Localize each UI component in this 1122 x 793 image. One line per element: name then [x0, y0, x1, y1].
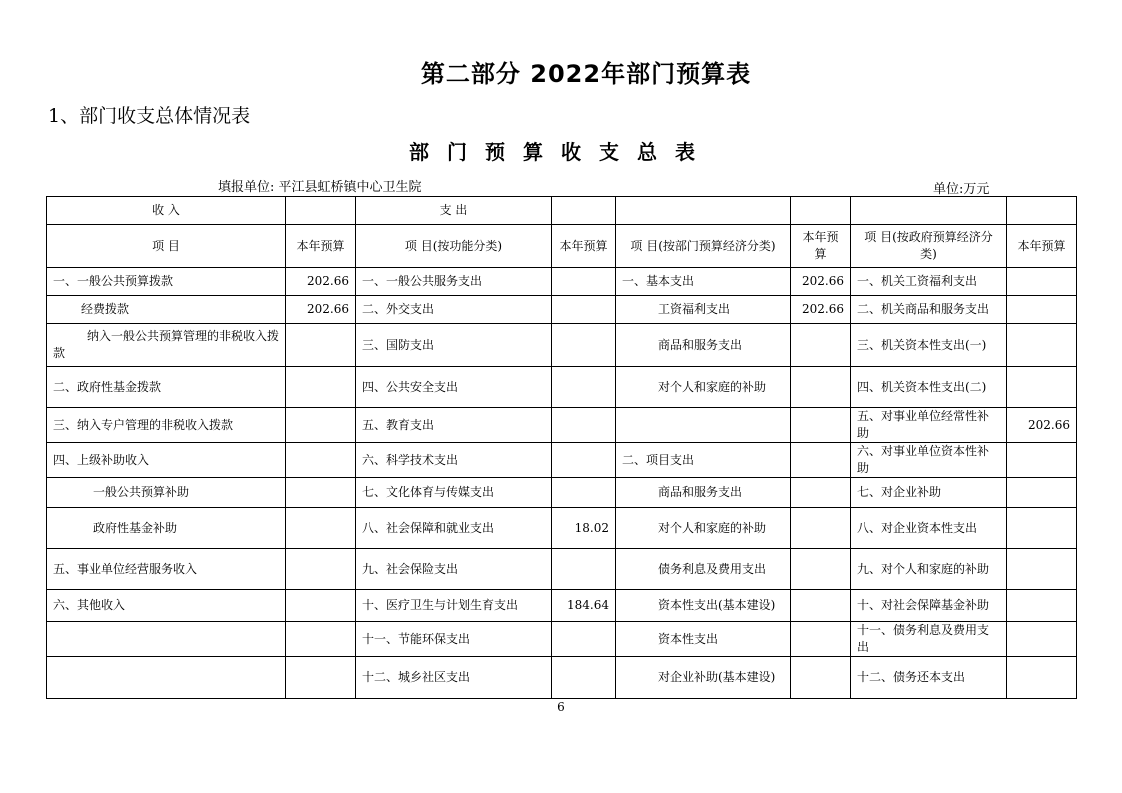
gov-econ-item: 六、对事业单位资本性补助 — [851, 443, 1007, 478]
income-budget — [286, 549, 356, 590]
filling-unit: 填报单位: 平江县虹桥镇中心卫生院 — [218, 180, 422, 195]
gov-econ-item: 七、对企业补助 — [851, 478, 1007, 508]
income-budget — [286, 478, 356, 508]
table-row — [47, 508, 1077, 549]
expense-header: 支 出 — [356, 197, 552, 225]
function-budget — [552, 268, 616, 296]
function-budget — [552, 657, 616, 699]
dept-econ-budget — [791, 590, 851, 622]
dept-econ-budget — [791, 508, 851, 549]
header-row-2 — [47, 225, 1077, 268]
dept-econ-item — [616, 408, 791, 443]
header-empty-cell — [286, 197, 356, 225]
gov-econ-budget — [1007, 549, 1077, 590]
dept-econ-budget — [791, 549, 851, 590]
function-budget — [552, 443, 616, 478]
dept-econ-item: 资本性支出(基本建设) — [616, 590, 791, 622]
income-item: 政府性基金补助 — [47, 508, 286, 549]
table-title: 部门预算收支总表 — [409, 140, 713, 164]
dept-econ-item: 对个人和家庭的补助 — [616, 508, 791, 549]
income-budget — [286, 622, 356, 657]
function-budget — [552, 296, 616, 324]
function-item: 六、科学技术支出 — [356, 443, 552, 478]
part-title: 第二部分 2022年部门预算表 — [420, 60, 752, 88]
gov-econ-budget — [1007, 508, 1077, 549]
income-budget — [286, 657, 356, 699]
budget-summary-table — [46, 196, 1077, 699]
income-budget — [286, 408, 356, 443]
income-budget — [286, 367, 356, 408]
income-budget-header: 本年预算 — [286, 225, 356, 268]
income-item: 一、一般公共预算拨款 — [47, 268, 286, 296]
income-budget — [286, 508, 356, 549]
table-row — [47, 296, 1077, 324]
dept-econ-item: 商品和服务支出 — [616, 324, 791, 367]
function-item: 五、教育支出 — [356, 408, 552, 443]
dept-econ-item: 资本性支出 — [616, 622, 791, 657]
function-item: 二、外交支出 — [356, 296, 552, 324]
income-budget — [286, 443, 356, 478]
dept-econ-item: 商品和服务支出 — [616, 478, 791, 508]
income-item-header: 项 目 — [47, 225, 286, 268]
dept-econ-budget: 202.66 — [791, 268, 851, 296]
gov-econ-budget — [1007, 622, 1077, 657]
dept-econ-budget — [791, 478, 851, 508]
gov-econ-budget — [1007, 657, 1077, 699]
gov-econ-item: 九、对个人和家庭的补助 — [851, 549, 1007, 590]
gov-econ-budget — [1007, 324, 1077, 367]
dept-econ-budget — [791, 443, 851, 478]
table-row — [47, 590, 1077, 622]
dept-econ-budget — [791, 622, 851, 657]
gov-econ-budget — [1007, 443, 1077, 478]
function-item: 三、国防支出 — [356, 324, 552, 367]
gov-econ-item: 四、机关资本性支出(二) — [851, 367, 1007, 408]
dept-econ-item: 工资福利支出 — [616, 296, 791, 324]
income-item: 二、政府性基金拨款 — [47, 367, 286, 408]
income-budget — [286, 590, 356, 622]
income-item: 经费拨款 — [47, 296, 286, 324]
header-row-1 — [47, 197, 1077, 225]
income-header: 收 入 — [47, 197, 286, 225]
dept-econ-item-header: 项 目(按部门预算经济分类) — [616, 225, 791, 268]
header-empty-cell — [616, 197, 791, 225]
dept-econ-budget-header: 本年预算 — [791, 225, 851, 268]
table-row — [47, 324, 1077, 367]
income-item — [47, 622, 286, 657]
gov-econ-budget — [1007, 296, 1077, 324]
dept-econ-item: 债务利息及费用支出 — [616, 549, 791, 590]
page-number: 6 — [557, 700, 565, 714]
income-item: 六、其他收入 — [47, 590, 286, 622]
function-item: 八、社会保障和就业支出 — [356, 508, 552, 549]
dept-econ-budget — [791, 408, 851, 443]
gov-econ-item: 十一、债务利息及费用支出 — [851, 622, 1007, 657]
header-empty-cell — [851, 197, 1007, 225]
dept-econ-item: 对个人和家庭的补助 — [616, 367, 791, 408]
income-budget: 202.66 — [286, 268, 356, 296]
dept-econ-item: 一、基本支出 — [616, 268, 791, 296]
function-budget: 184.64 — [552, 590, 616, 622]
header-empty-cell — [552, 197, 616, 225]
gov-econ-budget — [1007, 478, 1077, 508]
function-budget — [552, 478, 616, 508]
dept-econ-item: 对企业补助(基本建设) — [616, 657, 791, 699]
table-row — [47, 268, 1077, 296]
function-item: 四、公共安全支出 — [356, 367, 552, 408]
income-item — [47, 657, 286, 699]
gov-econ-budget: 202.66 — [1007, 408, 1077, 443]
function-budget — [552, 367, 616, 408]
dept-econ-budget — [791, 657, 851, 699]
income-item: 四、上级补助收入 — [47, 443, 286, 478]
function-item-header: 项 目(按功能分类) — [356, 225, 552, 268]
dept-econ-budget — [791, 324, 851, 367]
income-item: 一般公共预算补助 — [47, 478, 286, 508]
dept-econ-budget: 202.66 — [791, 296, 851, 324]
function-budget-header: 本年预算 — [552, 225, 616, 268]
function-item: 七、文化体育与传媒支出 — [356, 478, 552, 508]
gov-econ-budget — [1007, 590, 1077, 622]
income-item: 三、纳入专户管理的非税收入拨款 — [47, 408, 286, 443]
gov-econ-item: 十、对社会保障基金补助 — [851, 590, 1007, 622]
table-row — [47, 367, 1077, 408]
header-empty-cell — [791, 197, 851, 225]
dept-econ-item: 二、项目支出 — [616, 443, 791, 478]
header-empty-cell — [1007, 197, 1077, 225]
table-row — [47, 549, 1077, 590]
function-budget: 18.02 — [552, 508, 616, 549]
gov-econ-item: 一、机关工资福利支出 — [851, 268, 1007, 296]
section-title: 1、部门收支总体情况表 — [48, 105, 251, 127]
table-row — [47, 443, 1077, 478]
table-row — [47, 478, 1077, 508]
table-row — [47, 408, 1077, 443]
income-item: 纳入一般公共预算管理的非税收入拨款 — [47, 324, 286, 367]
function-item: 十二、城乡社区支出 — [356, 657, 552, 699]
function-budget — [552, 549, 616, 590]
gov-econ-budget — [1007, 268, 1077, 296]
function-item: 九、社会保险支出 — [356, 549, 552, 590]
gov-econ-item: 十二、债务还本支出 — [851, 657, 1007, 699]
gov-econ-item: 八、对企业资本性支出 — [851, 508, 1007, 549]
function-item: 一、一般公共服务支出 — [356, 268, 552, 296]
function-item: 十、医疗卫生与计划生育支出 — [356, 590, 552, 622]
gov-econ-budget — [1007, 367, 1077, 408]
gov-econ-budget-header: 本年预算 — [1007, 225, 1077, 268]
function-budget — [552, 622, 616, 657]
function-budget — [552, 324, 616, 367]
gov-econ-item: 三、机关资本性支出(一) — [851, 324, 1007, 367]
income-budget — [286, 324, 356, 367]
table-row — [47, 657, 1077, 699]
function-budget — [552, 408, 616, 443]
dept-econ-budget — [791, 367, 851, 408]
gov-econ-item: 五、对事业单位经常性补助 — [851, 408, 1007, 443]
income-budget: 202.66 — [286, 296, 356, 324]
function-item: 十一、节能环保支出 — [356, 622, 552, 657]
gov-econ-item: 二、机关商品和服务支出 — [851, 296, 1007, 324]
gov-econ-item-header: 项 目(按政府预算经济分类) — [851, 225, 1007, 268]
table-row — [47, 622, 1077, 657]
income-item: 五、事业单位经营服务收入 — [47, 549, 286, 590]
unit-label: 单位:万元 — [933, 182, 990, 197]
